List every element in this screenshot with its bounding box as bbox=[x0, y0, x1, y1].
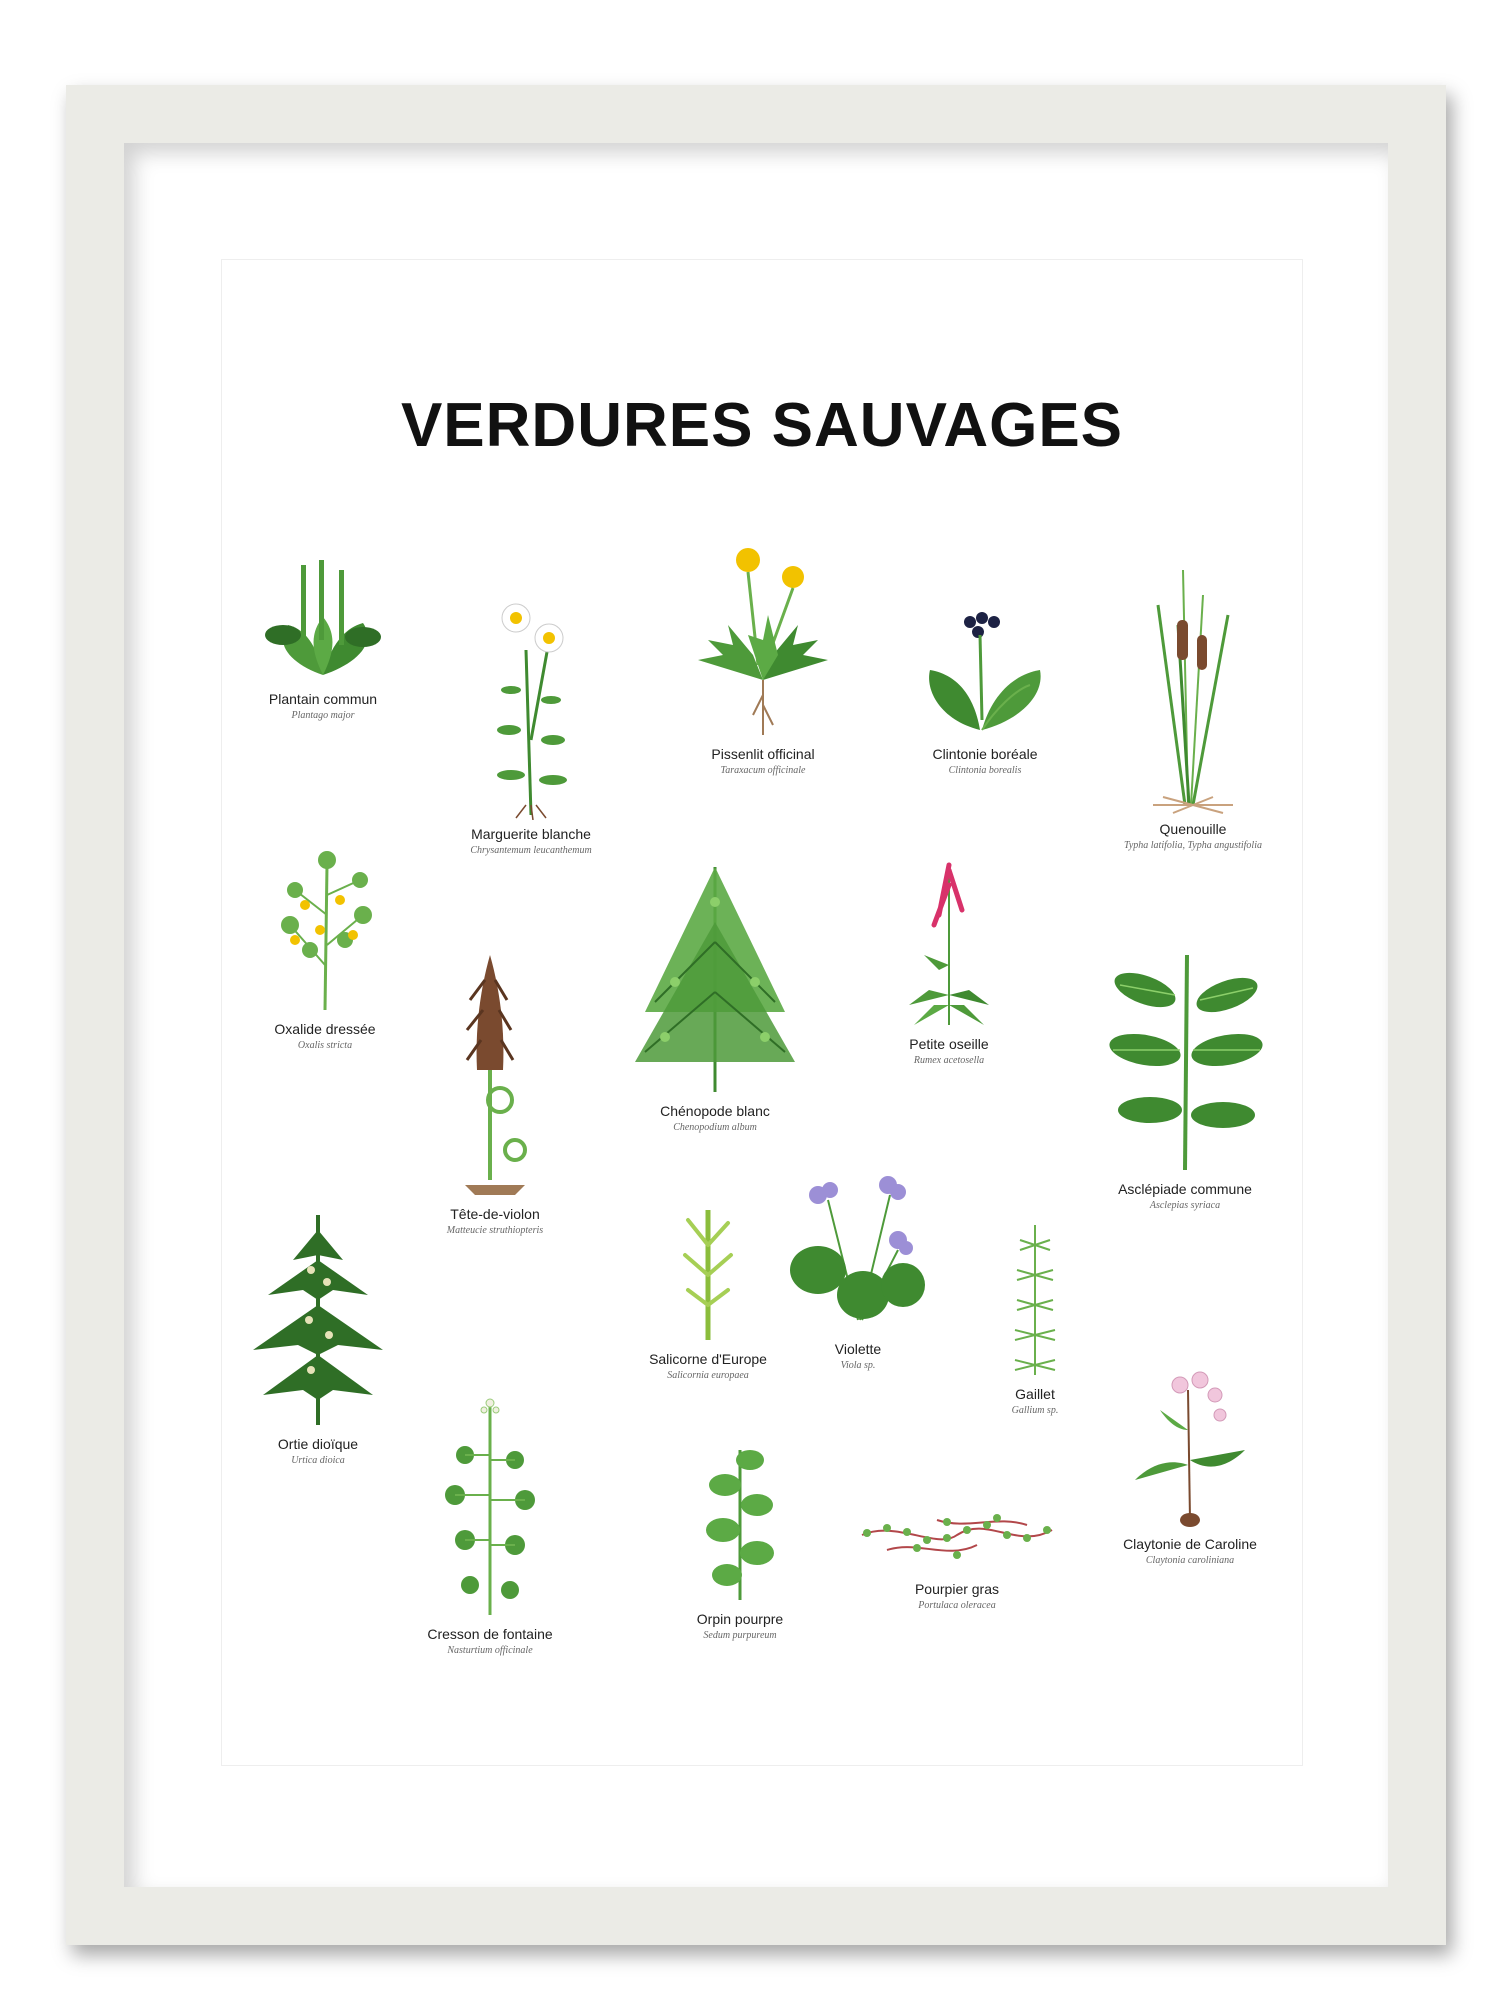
galium-icon bbox=[1005, 1220, 1065, 1380]
plant-common-name: Pissenlit officinal bbox=[711, 746, 815, 762]
poster-title: VERDURES SAUVAGES bbox=[400, 391, 1124, 460]
daisy-icon bbox=[471, 590, 591, 820]
plant-fiddlehead bbox=[380, 950, 610, 1236]
plant-sorrel bbox=[834, 855, 1064, 1066]
violet-icon bbox=[788, 1170, 928, 1335]
plant-latin-name: Portulaca oleracea bbox=[918, 1600, 996, 1611]
plant-latin-name: Rumex acetosella bbox=[913, 1055, 985, 1066]
plant-latin-name: Claytonia caroliniana bbox=[1145, 1555, 1235, 1566]
plant-chenopodium bbox=[600, 862, 830, 1133]
plant-common-name: Plantain commun bbox=[268, 691, 378, 707]
plant-latin-name: Plantago major bbox=[291, 710, 355, 721]
nettle-icon bbox=[243, 1210, 393, 1430]
sorrel-icon bbox=[894, 855, 1004, 1030]
plant-latin-name: Viola sp. bbox=[840, 1360, 876, 1371]
plant-common-name: Petite oseille bbox=[909, 1036, 989, 1052]
plant-latin-name: Oxalis stricta bbox=[297, 1040, 353, 1051]
plant-latin-name: Urtica dioica bbox=[291, 1455, 345, 1466]
plant-daisy bbox=[416, 590, 646, 856]
watercress-icon bbox=[430, 1395, 550, 1620]
dandelion-icon bbox=[693, 545, 833, 740]
fiddlehead-icon bbox=[445, 950, 545, 1200]
plant-common-name: Ortie dioïque bbox=[277, 1436, 359, 1452]
plant-dandelion bbox=[648, 545, 878, 776]
claytonia-icon bbox=[1130, 1370, 1250, 1530]
plant-plantain bbox=[208, 555, 438, 721]
plant-sedum bbox=[625, 1445, 855, 1641]
milkweed-icon bbox=[1105, 950, 1265, 1175]
plant-latin-name: Taraxacum officinale bbox=[720, 765, 806, 776]
plant-common-name: Asclépiade commune bbox=[1118, 1181, 1252, 1197]
plantain-icon bbox=[253, 555, 393, 685]
plant-latin-name: Salicornia europaea bbox=[667, 1370, 749, 1381]
plant-clintonia bbox=[870, 610, 1100, 776]
plant-latin-name: Gallium sp. bbox=[1011, 1405, 1059, 1416]
plant-latin-name: Chenopodium album bbox=[673, 1122, 757, 1133]
plant-latin-name: Nasturtium officinale bbox=[447, 1645, 533, 1656]
sedum-icon bbox=[695, 1445, 785, 1605]
plant-watercress bbox=[375, 1395, 605, 1656]
plant-common-name: Quenouille bbox=[1159, 821, 1227, 837]
plant-common-name: Pourpier gras bbox=[914, 1581, 1000, 1597]
oxalis-icon bbox=[265, 845, 385, 1015]
plant-common-name: Claytonie de Caroline bbox=[1123, 1536, 1257, 1552]
plant-common-name: Cresson de fontaine bbox=[427, 1626, 553, 1642]
plant-latin-name: Asclepias syriaca bbox=[1149, 1200, 1221, 1211]
plant-common-name: Salicorne d'Europe bbox=[649, 1351, 767, 1367]
plant-common-name: Violette bbox=[834, 1341, 882, 1357]
plant-common-name: Oxalide dressée bbox=[274, 1021, 376, 1037]
plant-cattail bbox=[1078, 565, 1308, 851]
plant-common-name: Marguerite blanche bbox=[471, 826, 591, 842]
plant-latin-name: Matteucie struthiopteris bbox=[446, 1225, 544, 1236]
plant-latin-name: Typha latifolia, Typha angustifolia bbox=[1124, 840, 1262, 851]
plant-latin-name: Clintonia borealis bbox=[948, 765, 1022, 776]
plant-claytonia bbox=[1075, 1370, 1305, 1566]
plant-common-name: Tête-de-violon bbox=[450, 1206, 540, 1222]
plant-latin-name: Sedum purpureum bbox=[703, 1630, 777, 1641]
plant-purslane bbox=[842, 1500, 1072, 1611]
plant-common-name: Orpin pourpre bbox=[696, 1611, 784, 1627]
plant-common-name: Gaillet bbox=[1015, 1386, 1055, 1402]
plant-milkweed bbox=[1070, 950, 1300, 1211]
clintonia-icon bbox=[920, 610, 1050, 740]
purslane-icon bbox=[857, 1500, 1057, 1575]
plant-latin-name: Chrysantemum leucanthemum bbox=[470, 845, 592, 856]
chenopodium-icon bbox=[625, 862, 805, 1097]
cattail-icon bbox=[1133, 565, 1253, 815]
plant-common-name: Chénopode blanc bbox=[660, 1103, 770, 1119]
salicornia-icon bbox=[673, 1205, 743, 1345]
plant-common-name: Clintonie boréale bbox=[932, 746, 1038, 762]
